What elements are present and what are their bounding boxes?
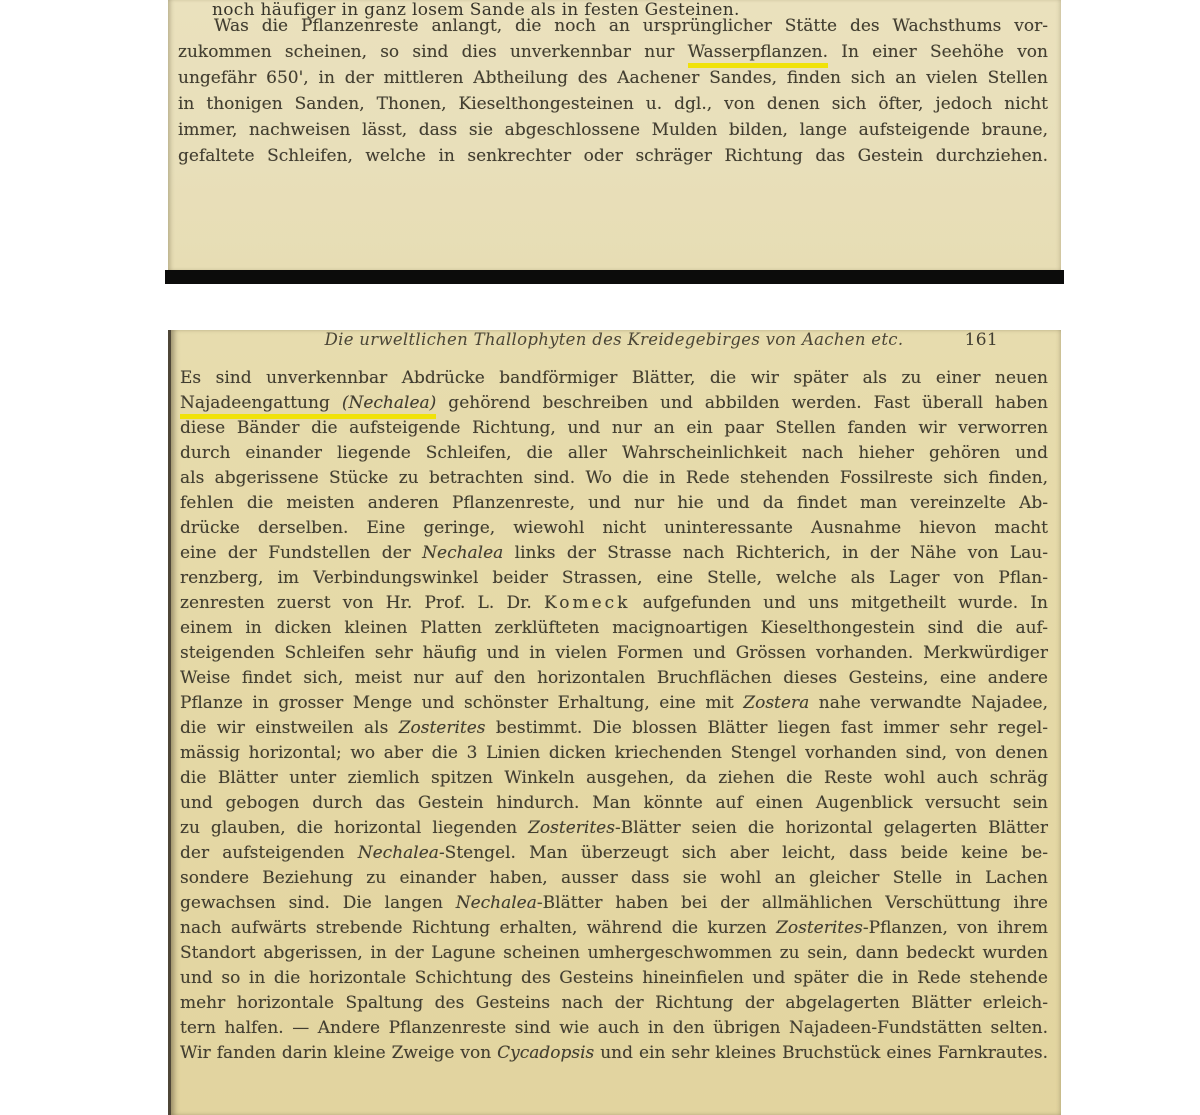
text-segment: eine der Fundstellen der [180, 543, 423, 563]
text-line [180, 391, 1048, 416]
text-segment: zenresten zuerst von Hr. Prof. L. Dr. [180, 593, 544, 613]
text-line [180, 491, 1048, 516]
text-line [180, 966, 1048, 991]
text-segment: die wir einstweilen als [180, 718, 399, 738]
text-line [180, 516, 1048, 541]
text-segment: und gebogen durch das Gestein hindurch. Man könnte auf einen Augenblick versucht sein [180, 793, 1048, 813]
text-line [180, 791, 1048, 816]
running-header-title: Die urweltlichen Thallophyten des Kreidegebirges von Aachen etc. [324, 330, 904, 349]
text-segment: bestimmt. Die blossen Blätter liegen fast immer sehr regel- [485, 718, 1048, 738]
text-segment: Zostera [743, 693, 810, 713]
text-line [180, 691, 1048, 716]
text-segment: sondere Beziehung zu einander haben, ausser dass sie wohl an gleicher Stelle in Lachen [180, 868, 1048, 888]
text-segment: immer, nachweisen lässt, dass sie abgeschlossene Mulden bilden, lange aufsteigende braune, [178, 120, 1048, 140]
text-segment: -Blätter haben bei der allmählichen Verschüttung ihre [536, 893, 1048, 913]
book-scan [168, 0, 1061, 1115]
text-segment: in thonigen Sanden, Thonen, Kieselthongesteinen u. dgl., von denen sich öfter, jedoch nicht [178, 94, 1048, 114]
text-line [180, 616, 1048, 641]
text-segment: -Pflanzen, von ihrem [862, 918, 1048, 938]
text-segment: gehörend beschreiben und abbilden werden. Fast überall haben [436, 393, 1048, 413]
text-segment: Komeck [543, 593, 631, 613]
text-line [180, 566, 1048, 591]
text-segment: der aufsteigenden [180, 843, 358, 863]
text-segment: links der Strasse nach Richterich, in der Nähe von Lau- [503, 543, 1048, 563]
highlighted-text: (Nechalea) [342, 393, 436, 419]
text-segment: gewachsen sind. Die langen [180, 893, 456, 913]
page-bottom-text [180, 366, 1048, 1066]
text-segment: mässig horizontal; wo aber die 3 Linien dicken kriechenden Stengel vorhanden sind, von denen [180, 743, 1048, 763]
text-segment: als abgerissene Stücke zu betrachten sind. Wo die in Rede stehenden Fossilreste sich finden, [180, 468, 1048, 488]
text-segment: Zosterites [398, 718, 486, 738]
text-segment: Cycadopsis [497, 1043, 595, 1063]
text-line [178, 143, 1048, 169]
text-line [178, 65, 1048, 91]
text-segment: ungefähr 650', in der mittleren Abtheilung des Aachener Sandes, finden sich an vielen Stellen [178, 68, 1048, 88]
text-line [178, 117, 1048, 143]
text-segment: mehr horizontale Spaltung des Gesteins nach der Richtung der abgelagerten Blätter erleich- [180, 993, 1048, 1013]
text-segment: Was die Pflanzenreste anlangt, die noch an ursprünglicher Stätte des Wachsthums vor- [214, 16, 1048, 36]
text-line [180, 666, 1048, 691]
clipped-line-text: noch häufiger in ganz losem Sande als in festen Gesteinen. [212, 0, 740, 20]
text-segment: tern halfen. — Andere Pflanzenreste sind wie auch in den übrigen Najadeen-Fundstätten selten. [180, 1018, 1048, 1038]
text-line [180, 841, 1048, 866]
text-line [180, 716, 1048, 741]
text-segment: steigenden Schleifen sehr häufig und in vielen Formen und Grössen vorhanden. Merkwürdiger [180, 643, 1048, 663]
text-segment: aufgefunden und uns mitgetheilt wurde. In [630, 593, 1049, 613]
text-segment: zu glauben, die horizontal liegenden [180, 818, 529, 838]
text-segment: Nechalea [455, 893, 537, 913]
text-segment: renzberg, im Verbindungswinkel beider Strassen, eine Stelle, welche als Lager von Pflan- [180, 568, 1048, 588]
running-header [180, 330, 1048, 352]
highlighted-text: Najadeengattung [180, 393, 342, 419]
text-segment: diese Bänder die aufsteigende Richtung, und nur an ein paar Stellen fanden wir verworren [180, 418, 1048, 438]
text-segment: Nechalea [422, 543, 504, 563]
text-line [178, 39, 1048, 65]
text-line [180, 366, 1048, 391]
text-segment: und so in die horizontale Schichtung des Gesteins hineinfielen und später die in Rede stehende [180, 968, 1048, 988]
text-line [180, 441, 1048, 466]
text-line [178, 13, 1048, 39]
text-line [180, 1016, 1048, 1041]
text-segment: drücke derselben. Eine geringe, wiewohl nicht uninteressante Ausnahme hievon macht [180, 518, 1048, 538]
text-segment: Zosterites [528, 818, 615, 838]
page-top-text [178, 13, 1048, 169]
page-number: 161 [964, 330, 998, 350]
page-top [168, 0, 1061, 270]
text-line [180, 741, 1048, 766]
text-segment: Nechalea [357, 843, 439, 863]
text-segment: -Blätter seien die horizontal gelagerten Blätter [614, 818, 1048, 838]
text-segment: die Blätter unter ziemlich spitzen Winkeln ausgehen, da ziehen die Reste wohl auch schräg [180, 768, 1048, 788]
text-segment: und ein sehr kleines Bruchstück eines Farnkrautes. [594, 1043, 1048, 1063]
text-segment: Zosterites [776, 918, 863, 938]
text-line [180, 991, 1048, 1016]
text-line [180, 816, 1048, 841]
page-bottom [168, 330, 1061, 1115]
highlighted-text: Wasserpflanzen. [688, 42, 828, 68]
text-line [180, 416, 1048, 441]
text-segment: fehlen die meisten anderen Pflanzenreste, und nur hie und da findet man vereinzelte Ab- [180, 493, 1048, 513]
text-line [180, 766, 1048, 791]
text-segment: gefaltete Schleifen, welche in senkrechter oder schräger Richtung das Gestein durchziehen. [178, 146, 1048, 166]
text-segment: einem in dicken kleinen Platten zerklüfteten macignoartigen Kieselthongestein sind die auf- [180, 618, 1048, 638]
page-divider-bar [165, 270, 1064, 284]
text-segment: -Stengel. Man überzeugt sich aber leicht, dass beide keine be- [438, 843, 1048, 863]
text-line [180, 541, 1048, 566]
text-segment: Standort abgerissen, in der Lagune scheinen umhergeschwommen zu sein, dann bedeckt wurden [180, 943, 1048, 963]
text-segment: durch einander liegende Schleifen, die aller Wahrscheinlichkeit nach hieher gehören und [180, 443, 1048, 463]
text-segment: nahe verwandte Najadee, [809, 693, 1048, 713]
text-segment: Weise findet sich, meist nur auf den horizontalen Bruchflächen dieses Gesteins, eine andere [180, 668, 1048, 688]
text-line [180, 466, 1048, 491]
text-line [180, 866, 1048, 891]
text-segment: Es sind unverkennbar Abdrücke bandförmiger Blätter, die wir später als zu einer neuen [180, 368, 1048, 388]
text-line [180, 916, 1048, 941]
text-line [180, 1041, 1048, 1066]
text-segment: nach aufwärts strebende Richtung erhalten, während die kurzen [180, 918, 777, 938]
text-line [180, 591, 1048, 616]
text-line [180, 891, 1048, 916]
text-line [180, 641, 1048, 666]
text-segment: In einer Seehöhe von [828, 42, 1048, 62]
clipped-line [178, 0, 1048, 20]
text-segment: zukommen scheinen, so sind dies unverkennbar nur [178, 42, 688, 62]
text-segment: Wir fanden darin kleine Zweige von [180, 1043, 498, 1063]
text-segment: Pflanze in grosser Menge und schönster Erhaltung, eine mit [180, 693, 744, 713]
text-line [178, 91, 1048, 117]
text-line [180, 941, 1048, 966]
